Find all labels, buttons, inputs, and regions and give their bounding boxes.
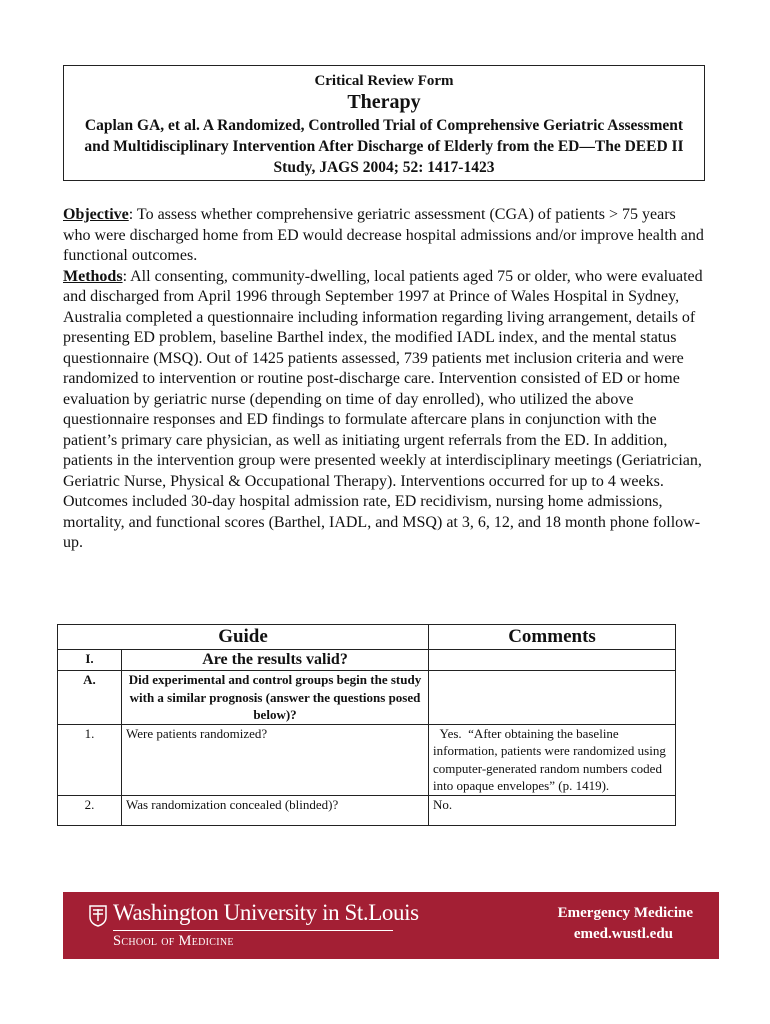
form-subtitle: Therapy (347, 91, 421, 113)
row-number: I. (58, 650, 122, 671)
university-seal-icon (89, 905, 107, 927)
row-comment (429, 650, 676, 671)
row-number: A. (58, 671, 122, 725)
row-guide: Did experimental and control groups begin the study with a similar prognosis (answer the questions posed below)? (122, 671, 429, 725)
methods-paragraph (63, 267, 705, 554)
methods-text: : All consenting, community-dwelling, local patients aged 75 or older, who were evaluated and discharged from April 1996 through September 1997 at Prince of Wales Hospital in Sydney, Australia completed a questionnaire including information regarding living arrangement, details of presenting ED problem, baseline Barthel index, the modified IADL index, and the mental status questionnaire (MSQ). Out of 1425 patients assessed, 739 patients met inclusion criteria and were randomized to intervention or routine post-discharge care. Intervention consisted of ED or home evaluation by geriatric nurse (depending on time of day enrolled), who utilized the above questionnaire responses and ED findings to formulate aftercare plans in conjunction with the patient’s primary care physician, as well as initiating urgent referrals from the ED. In addition, patients in the intervention group were presented weekly at interdisciplinary meetings (Geriatrician, Geriatric Nurse, Physical & Occupational Therapy). Interventions occurred for up to 4 weeks. Outcomes included 30-day hospital admission rate, ED recidivism, nursing home admissions, mortality, and functional scores (Barthel, IADL, and MSQ) at 3, 6, 12, and 18 month phone follow-up. (63, 267, 703, 551)
table-row (58, 650, 676, 671)
row-comment: No. (429, 795, 676, 825)
school-name: School of Medicine (113, 933, 234, 949)
divider (113, 930, 393, 931)
table-row (58, 795, 676, 825)
row-number: 1. (58, 724, 122, 795)
row-guide: Are the results valid? (122, 650, 429, 671)
department-name: Emergency Medicine (557, 905, 693, 921)
objective-paragraph (63, 205, 705, 267)
footer-banner (63, 892, 719, 959)
row-comment: Yes. “After obtaining the baseline information, patients were randomized using computer-generated random numbers coded into opaque envelopes” (p. 1419). (429, 724, 676, 795)
department-url[interactable]: emed.wustl.edu (573, 926, 673, 942)
article-citation: Caplan GA, et al. A Randomized, Controlled Trial of Comprehensive Geriatric Assessment and Multidisciplinary Intervention After Discharge of Elderly from the ED—The DEED II Study, JAGS 2004; 52: 1417-1423 (84, 117, 684, 176)
row-guide: Were patients randomized? (122, 724, 429, 795)
summary-section (63, 205, 705, 554)
comments-header: Comments (429, 625, 676, 650)
guide-header: Guide (58, 625, 429, 650)
table-row (58, 671, 676, 725)
table-row (58, 724, 676, 795)
university-name: Washington University in St.Louis (113, 900, 419, 925)
objective-label: Objective (63, 206, 129, 223)
row-guide: Was randomization concealed (blinded)? (122, 795, 429, 825)
guide-table (57, 624, 676, 826)
table-header-row (58, 625, 676, 650)
title-box (63, 65, 705, 181)
objective-text: : To assess whether comprehensive geriatric assessment (CGA) of patients > 75 years who were discharged home from ED would decrease hospital admissions and/or improve health and functional outcomes. (63, 206, 704, 264)
row-comment (429, 671, 676, 725)
methods-label: Methods (63, 267, 123, 285)
row-number: 2. (58, 795, 122, 825)
form-title: Critical Review Form (314, 73, 454, 89)
